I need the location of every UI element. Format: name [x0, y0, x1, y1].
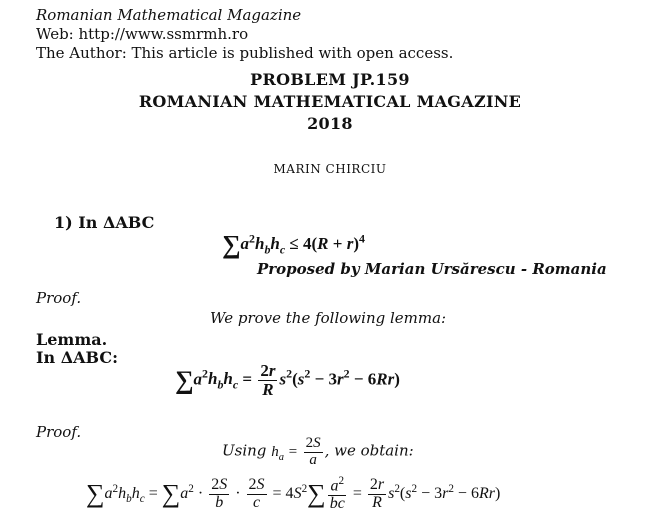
proof-intro: We prove the following lemma: — [210, 309, 447, 327]
lemma-statement: In ΔABC: — [36, 348, 118, 367]
derivation: $\sum a^2h_bh_c = \sum a^2$ · $\frac{2S}{b}$ · $\frac{2S}{c}$ = $4S^2\sum$ $\frac{a^2}{bc}$ = $\frac{2r}{R}$ $s^2(s^2 - 3r^2 - 6Rr)$ — [86, 475, 501, 513]
obtain-text: , we obtain: — [324, 441, 414, 460]
problem-title: PROBLEM JP.159 — [250, 70, 410, 89]
using-formula: Using $h_a$ = $\frac{2S}{a}$ , we obtain: — [222, 435, 414, 468]
using-text: Using — [222, 441, 267, 460]
author-name: MARIN CHIRCIU — [273, 162, 387, 176]
magazine-title: ROMANIAN MATHEMATICAL MAGAZINE — [138, 92, 522, 111]
lemma-label: Lemma. — [36, 330, 108, 349]
problem-statement: 1) In ΔABC — [54, 213, 155, 232]
year: 2018 — [307, 114, 353, 133]
main-inequality: $\sum a^2h_bh_c \le 4(R + r)^4$ — [222, 230, 365, 259]
proof-label: Proof. — [36, 289, 82, 307]
magazine-name: Romanian Mathematical Magazine — [36, 6, 302, 24]
proof-label-2: Proof. — [36, 423, 82, 441]
author-note: The Author: This article is published with open access. — [36, 44, 454, 62]
web-address: Web: http://www.ssmrmh.ro — [36, 25, 249, 43]
proposed-by: Proposed by Marian Ursărescu - Romania — [257, 260, 607, 278]
lemma-identity: $\sum a^2h_bh_c$ = $\frac{2r}{R}$ $s^2(s^2 - 3r^2 - 6Rr)$ — [175, 361, 400, 399]
